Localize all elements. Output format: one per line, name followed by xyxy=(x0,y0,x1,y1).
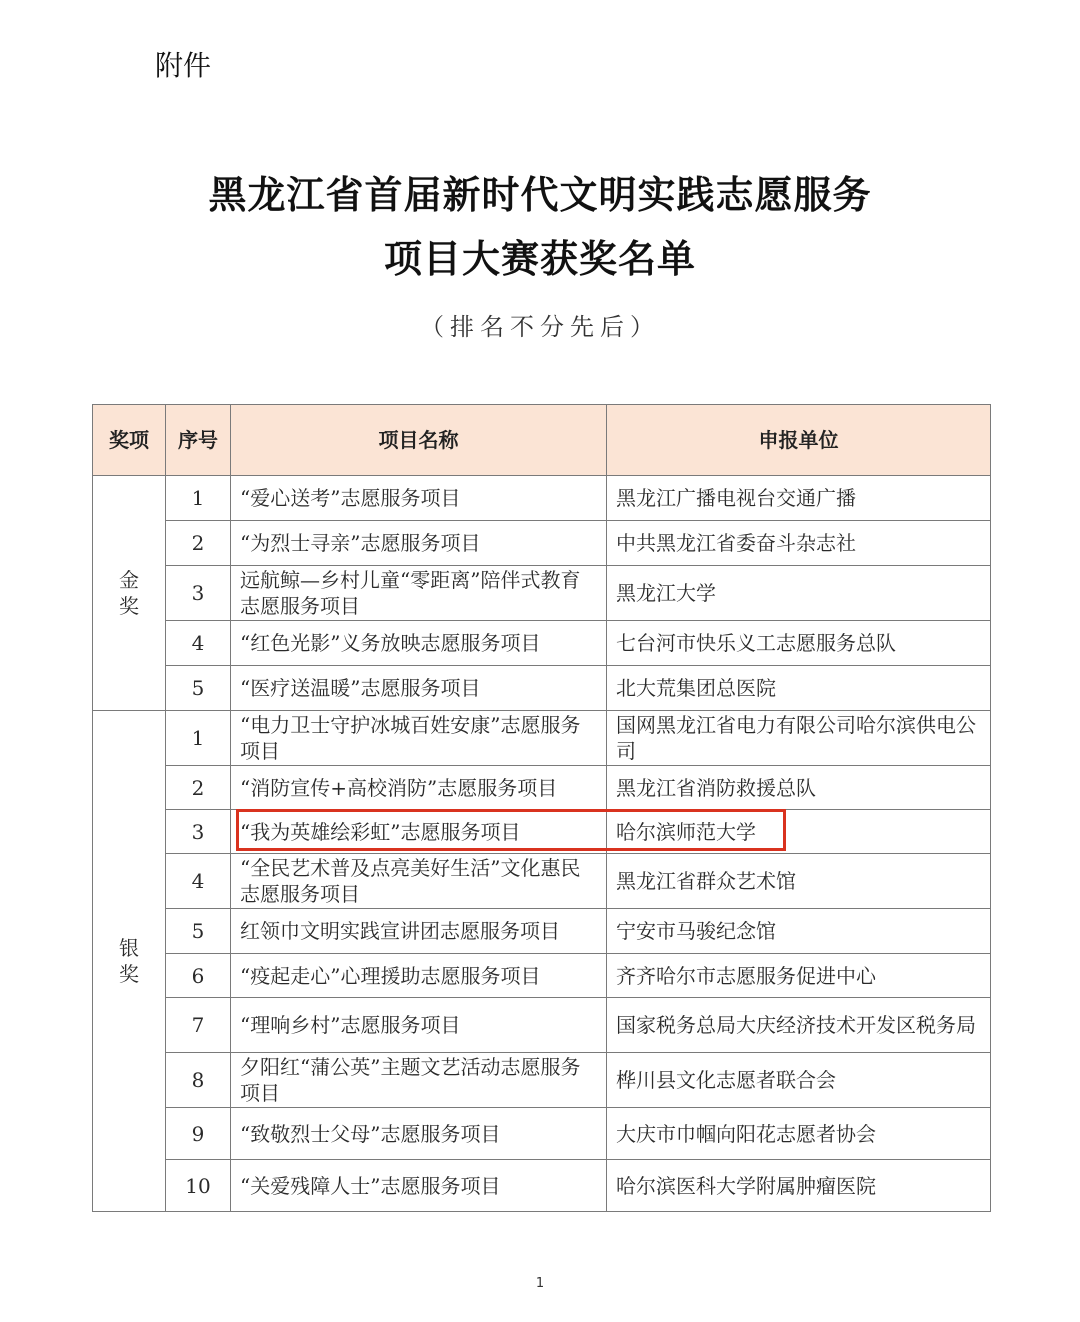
seq-cell: 2 xyxy=(166,521,231,566)
unit-cell: 七台河市快乐义工志愿服务总队 xyxy=(607,621,991,666)
award-gold-char2: 奖 xyxy=(119,594,139,618)
award-silver-cell xyxy=(93,711,166,1212)
seq-cell: 8 xyxy=(166,1053,231,1108)
unit-cell-highlighted: 哈尔滨师范大学 xyxy=(607,810,991,854)
seq-cell: 2 xyxy=(166,766,231,810)
project-cell: “关爱残障人士”志愿服务项目 xyxy=(231,1160,607,1212)
table-row xyxy=(93,666,991,711)
table-row xyxy=(93,854,991,909)
award-table xyxy=(92,404,991,1212)
award-silver-char1: 银 xyxy=(119,936,139,960)
seq-cell: 5 xyxy=(166,909,231,954)
project-cell: “医疗送温暖”志愿服务项目 xyxy=(231,666,607,711)
unit-cell: 大庆市巾帼向阳花志愿者协会 xyxy=(607,1108,991,1160)
project-cell: “为烈士寻亲”志愿服务项目 xyxy=(231,521,607,566)
seq-cell: 9 xyxy=(166,1108,231,1160)
attachment-label: 附件 xyxy=(155,49,212,82)
page-number: 1 xyxy=(535,1276,545,1291)
header-project: 项目名称 xyxy=(231,405,607,476)
unit-cell: 哈尔滨医科大学附属肿瘤医院 xyxy=(607,1160,991,1212)
project-cell: “消防宣传+高校消防”志愿服务项目 xyxy=(231,766,607,810)
table-row xyxy=(93,621,991,666)
table-row xyxy=(93,1053,991,1108)
award-gold-cell xyxy=(93,476,166,711)
unit-cell: 国家税务总局大庆经济技术开发区税务局 xyxy=(607,998,991,1053)
unit-cell: 国网黑龙江省电力有限公司哈尔滨供电公司 xyxy=(607,711,991,766)
unit-cell: 宁安市马骏纪念馆 xyxy=(607,909,991,954)
unit-cell: 齐齐哈尔市志愿服务促进中心 xyxy=(607,954,991,998)
table-row xyxy=(93,711,991,766)
table-row xyxy=(93,766,991,810)
unit-cell: 黑龙江大学 xyxy=(607,566,991,621)
unit-cell: 黑龙江省群众艺术馆 xyxy=(607,854,991,909)
header-seq: 序号 xyxy=(166,405,231,476)
project-cell-highlighted: “我为英雄绘彩虹”志愿服务项目 xyxy=(231,810,607,854)
seq-cell: 3 xyxy=(166,566,231,621)
unit-cell: 黑龙江省消防救援总队 xyxy=(607,766,991,810)
award-silver-char2: 奖 xyxy=(119,962,139,986)
project-cell: 夕阳红“蒲公英”主题文艺活动志愿服务项目 xyxy=(231,1053,607,1108)
table-header-row xyxy=(93,405,991,476)
project-cell: “红色光影”义务放映志愿服务项目 xyxy=(231,621,607,666)
seq-cell: 5 xyxy=(166,666,231,711)
unit-cell: 中共黑龙江省委奋斗杂志社 xyxy=(607,521,991,566)
header-award: 奖项 xyxy=(93,405,166,476)
table-row xyxy=(93,1108,991,1160)
unit-cell: 北大荒集团总医院 xyxy=(607,666,991,711)
seq-cell: 1 xyxy=(166,711,231,766)
table-row xyxy=(93,521,991,566)
table-row xyxy=(93,566,991,621)
project-cell: “致敬烈士父母”志愿服务项目 xyxy=(231,1108,607,1160)
table-row xyxy=(93,909,991,954)
seq-cell: 10 xyxy=(166,1160,231,1212)
award-gold-char1: 金 xyxy=(119,568,139,592)
table-row xyxy=(93,476,991,521)
project-cell: 红领巾文明实践宣讲团志愿服务项目 xyxy=(231,909,607,954)
table-row xyxy=(93,998,991,1053)
unit-cell: 黑龙江广播电视台交通广播 xyxy=(607,476,991,521)
document-title-line1: 黑龙江省首届新时代文明实践志愿服务 xyxy=(208,173,872,217)
table-row xyxy=(93,810,991,854)
document-title-line2: 项目大赛获奖名单 xyxy=(383,237,696,281)
table-row xyxy=(93,1160,991,1212)
project-cell: “全民艺术普及点亮美好生活”文化惠民志愿服务项目 xyxy=(231,854,607,909)
document-subtitle: （排名不分先后） xyxy=(420,313,660,341)
seq-cell: 7 xyxy=(166,998,231,1053)
seq-cell: 3 xyxy=(166,810,231,854)
project-cell: “电力卫士守护冰城百姓安康”志愿服务项目 xyxy=(231,711,607,766)
project-cell: “理响乡村”志愿服务项目 xyxy=(231,998,607,1053)
seq-cell: 4 xyxy=(166,854,231,909)
unit-cell: 桦川县文化志愿者联合会 xyxy=(607,1053,991,1108)
project-cell: 远航鲸—乡村儿童“零距离”陪伴式教育志愿服务项目 xyxy=(231,566,607,621)
project-cell: “疫起走心”心理援助志愿服务项目 xyxy=(231,954,607,998)
project-cell: “爱心送考”志愿服务项目 xyxy=(231,476,607,521)
seq-cell: 4 xyxy=(166,621,231,666)
header-unit: 申报单位 xyxy=(607,405,991,476)
seq-cell: 6 xyxy=(166,954,231,998)
table-row xyxy=(93,954,991,998)
seq-cell: 1 xyxy=(166,476,231,521)
